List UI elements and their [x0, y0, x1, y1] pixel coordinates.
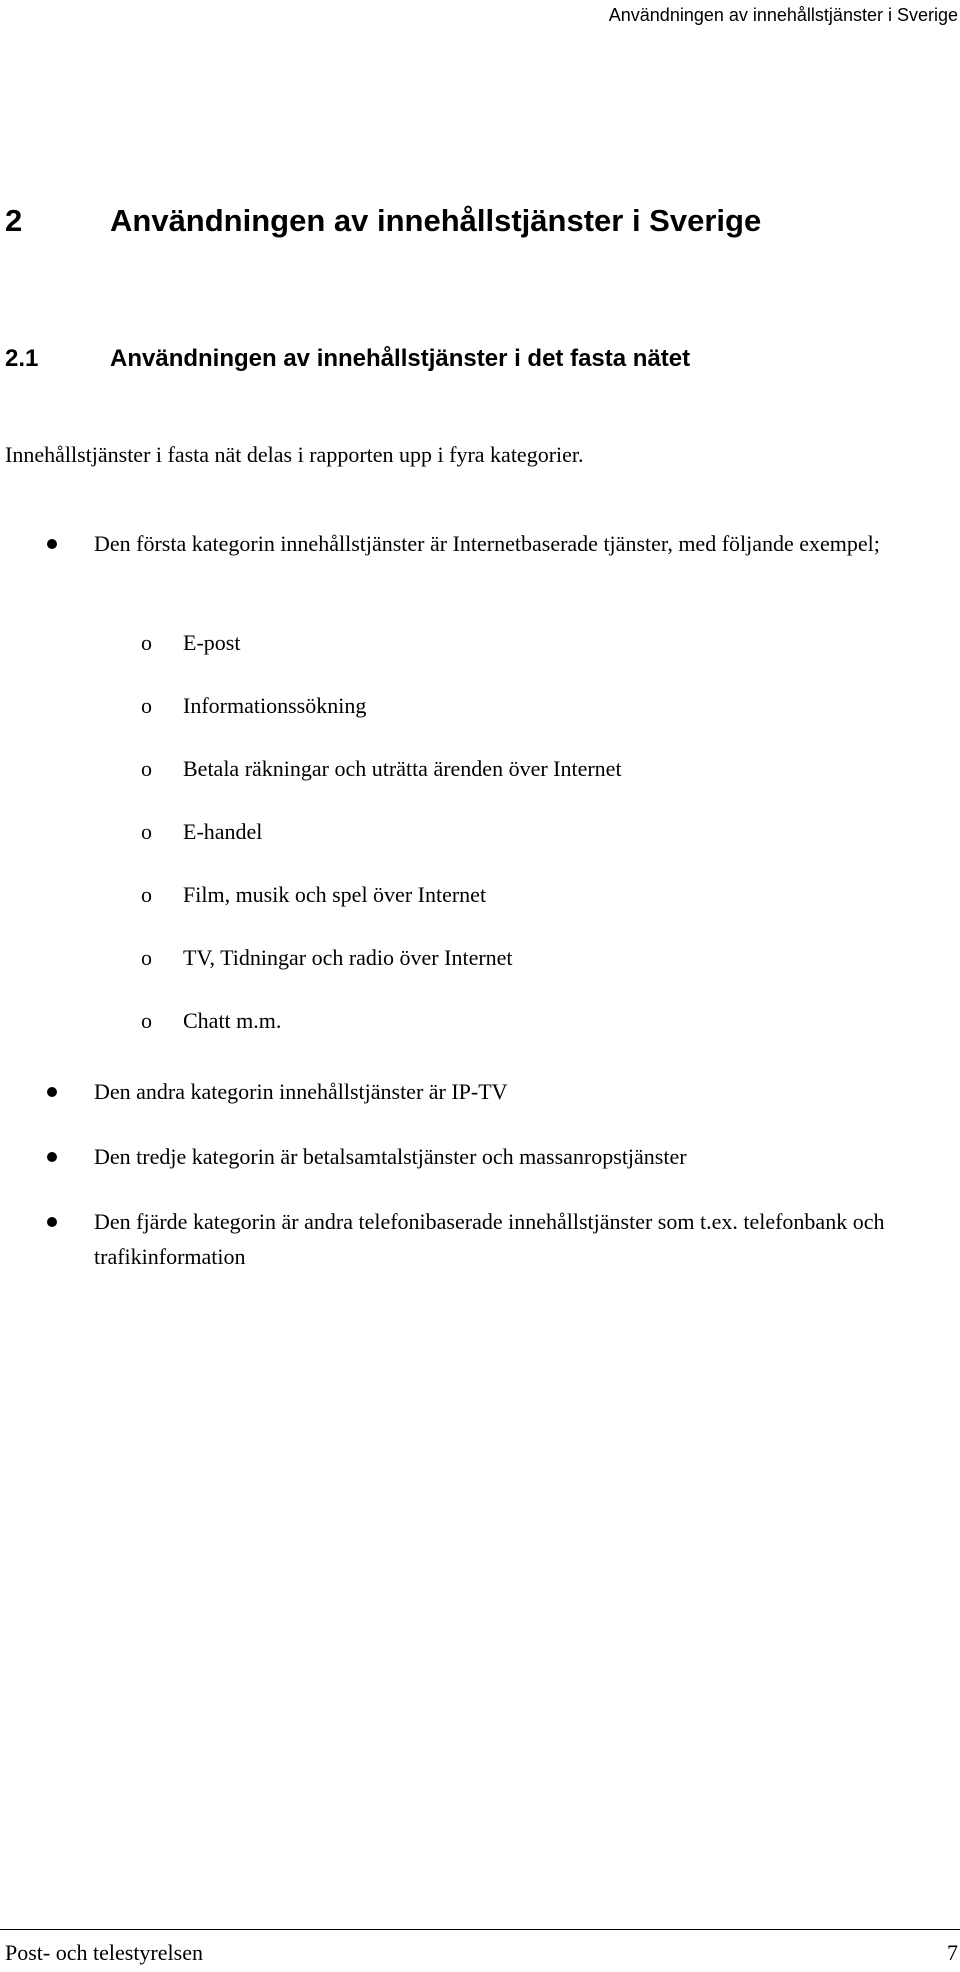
bullet-dot	[47, 1087, 57, 1097]
chapter-heading	[5, 202, 762, 240]
footer-publisher: Post- och telestyrelsen	[5, 1940, 203, 1965]
sub-bullet-marker: o	[141, 630, 152, 655]
sub-item-chatt: Chatt m.m.	[183, 1008, 282, 1033]
page-number: 7	[947, 1940, 958, 1965]
sub-bullet-marker: o	[141, 945, 152, 970]
sub-item-informationssokning: Informationssökning	[183, 693, 367, 718]
sub-bullet-marker: o	[141, 1008, 152, 1033]
bullet-dot	[47, 539, 57, 549]
section-heading	[5, 343, 691, 375]
bullet-item-4: Den fjärde kategorin är andra telefonibaserade innehållstjänster som t.ex. telefonbank och trafikinformation	[94, 1209, 885, 1269]
sub-bullet-marker: o	[141, 756, 152, 781]
sub-bullet-marker: o	[141, 819, 152, 844]
bullet-dot	[47, 1152, 57, 1162]
chapter-title: Användningen av innehållstjänster i Sverige	[110, 203, 762, 238]
bullet-dot	[47, 1217, 57, 1227]
intro-paragraph: Innehållstjänster i fasta nät delas i rapporten upp i fyra kategorier.	[5, 442, 584, 467]
footer-rule	[0, 1929, 960, 1930]
bullet-item-2: Den andra kategorin innehållstjänster är IP-TV	[94, 1079, 508, 1104]
sub-item-tv-tidningar-radio: TV, Tidningar och radio över Internet	[183, 945, 513, 970]
bullet-item-3: Den tredje kategorin är betalsamtalstjänster och massanropstjänster	[94, 1144, 687, 1169]
sub-bullet-marker: o	[141, 693, 152, 718]
running-header: Användningen av innehållstjänster i Sverige	[608, 5, 958, 25]
section-number: 2.1	[5, 345, 39, 372]
bullet-item-1: Den första kategorin innehållstjänster är Internetbaserade tjänster, med följande exempel;	[94, 531, 880, 556]
sub-item-betala-rakningar: Betala räkningar och uträtta ärenden över Internet	[183, 756, 622, 781]
sub-item-e-post: E-post	[183, 630, 241, 655]
section-title: Användningen av innehållstjänster i det fasta nätet	[110, 345, 691, 372]
chapter-number: 2	[5, 203, 23, 238]
sub-item-e-handel: E-handel	[183, 819, 263, 844]
sub-bullet-marker: o	[141, 882, 152, 907]
sub-item-film-musik-spel: Film, musik och spel över Internet	[183, 882, 487, 907]
